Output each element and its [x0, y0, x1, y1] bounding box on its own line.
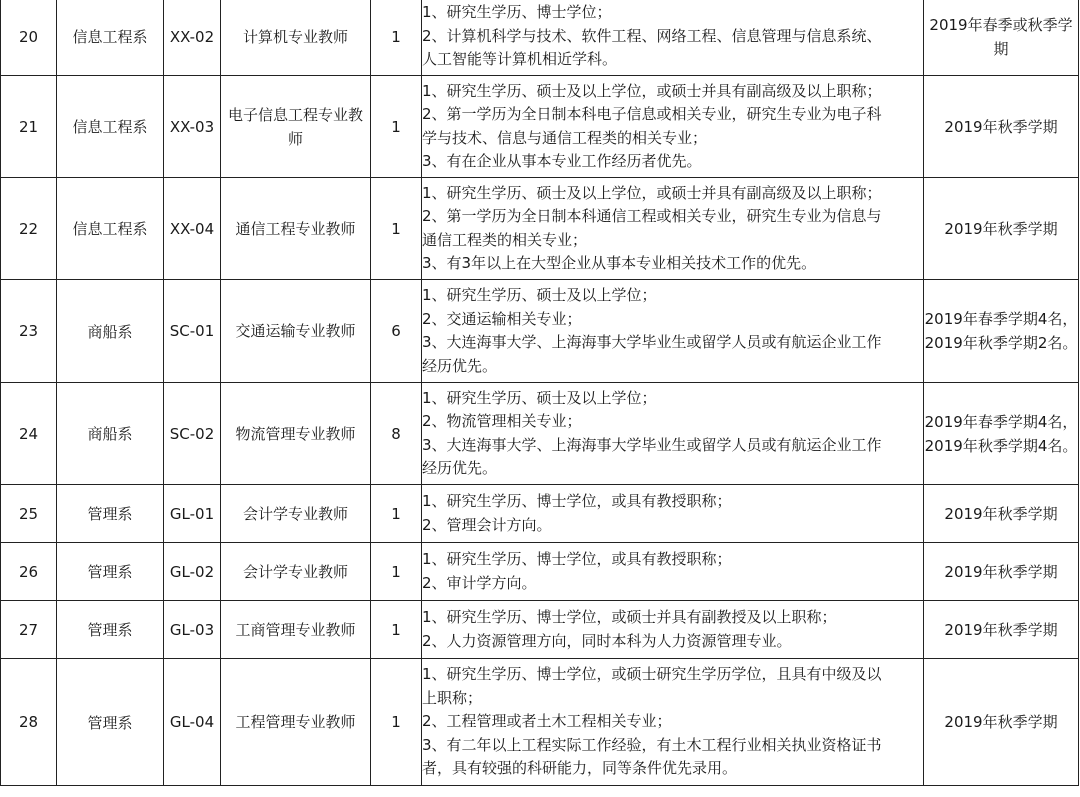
requirement-line: 经历优先。 [422, 356, 498, 375]
requirement-line: 3、有3年以上在大型企业从事本专业相关技术工作的优先。 [422, 254, 817, 272]
requirement-line: 2、计算机科学与技术、软件工程、网络工程、信息管理与信息系统、 [422, 26, 882, 45]
position-title-cell: 交通运输专业教师 [221, 280, 371, 383]
table-row [1, 0, 1079, 76]
start-term-cell: 2019年秋季学期 [924, 76, 1079, 178]
position-code-cell: SC-01 [164, 280, 221, 383]
table-row [1, 178, 1079, 280]
headcount-cell: 1 [371, 76, 422, 178]
start-term-cell: 2019年秋季学期 [924, 178, 1079, 280]
department-cell: 商船系 [57, 383, 164, 485]
requirement-line: 1、研究生学历、博士学位； [422, 3, 612, 22]
headcount-cell: 1 [371, 543, 422, 601]
table-body [1, 0, 1079, 786]
row-index: 26 [1, 543, 57, 601]
requirement-line: 学与技术、信息与通信工程类的相关专业； [422, 128, 708, 147]
position-code-cell: SC-02 [164, 383, 221, 485]
start-term-cell: 2019年秋季学期 [924, 601, 1079, 659]
requirement-line: 1、研究生学历、博士学位，或硕士研究生学历学位，且具有中级及以 [422, 665, 882, 684]
headcount-cell: 1 [371, 178, 422, 280]
department-cell: 商船系 [57, 280, 164, 383]
position-title-cell: 会计学专业教师 [221, 543, 371, 601]
row-index: 27 [1, 601, 57, 659]
start-term-cell: 2019年春季学期4名，2019年秋季学期4名。 [924, 383, 1079, 485]
start-term-cell: 2019年春季学期4名，2019年秋季学期2名。 [924, 280, 1079, 383]
department-cell: 管理系 [57, 659, 164, 786]
requirement-line: 者，具有较强的科研能力，同等条件优先录用。 [422, 759, 738, 778]
requirement-line: 通信工程类的相关专业； [422, 230, 588, 249]
position-title-cell: 物流管理专业教师 [221, 383, 371, 485]
department-cell: 信息工程系 [57, 0, 164, 76]
requirement-line: 2、物流管理相关专业； [422, 412, 582, 430]
row-index: 20 [1, 0, 57, 76]
requirement-line: 经历优先。 [422, 459, 498, 477]
position-code-cell: XX-03 [164, 76, 221, 178]
position-code-cell: GL-02 [164, 543, 221, 601]
requirement-line: 3、大连海事大学、上海海事大学毕业生或留学人员或有航运企业工作 [422, 435, 882, 454]
table-row [1, 76, 1079, 178]
requirement-line: 2、人力资源管理方向，同时本科为人力资源管理专业。 [422, 631, 792, 650]
start-term-cell: 2019年春季或秋季学期 [924, 0, 1079, 76]
headcount-cell: 8 [371, 383, 422, 485]
department-cell: 管理系 [57, 601, 164, 659]
requirements-cell [422, 383, 924, 485]
row-index: 25 [1, 485, 57, 543]
department-cell: 管理系 [57, 543, 164, 601]
row-index: 28 [1, 659, 57, 786]
table-row [1, 485, 1079, 543]
requirements-cell [422, 280, 924, 383]
requirement-line: 3、大连海事大学、上海海事大学毕业生或留学人员或有航运企业工作 [422, 333, 882, 351]
headcount-cell: 1 [371, 0, 422, 76]
department-cell: 管理系 [57, 485, 164, 543]
table-row [1, 601, 1079, 659]
requirement-line: 1、研究生学历、博士学位，或具有教授职称； [422, 492, 732, 510]
requirement-line: 1、研究生学历、博士学位，或具有教授职称； [422, 550, 732, 568]
requirement-line: 1、研究生学历、硕士及以上学位，或硕士并具有副高级及以上职称； [422, 81, 882, 100]
requirement-line: 3、有在企业从事本专业工作经历者优先。 [422, 152, 702, 170]
table-row [1, 280, 1079, 383]
requirement-line: 1、研究生学历、硕士及以上学位； [422, 286, 657, 304]
position-code-cell: GL-03 [164, 601, 221, 659]
requirements-cell [422, 601, 924, 659]
position-code-cell: XX-04 [164, 178, 221, 280]
position-code-cell: XX-02 [164, 0, 221, 76]
row-index: 22 [1, 178, 57, 280]
position-title-cell: 工程管理专业教师 [221, 659, 371, 786]
position-title-cell: 通信工程专业教师 [221, 178, 371, 280]
requirements-cell [422, 543, 924, 601]
requirement-line: 1、研究生学历、硕士及以上学位； [422, 388, 657, 407]
row-index: 24 [1, 383, 57, 485]
position-title-cell: 工商管理专业教师 [221, 601, 371, 659]
requirement-line: 2、交通运输相关专业； [422, 309, 582, 328]
requirement-line: 3、有二年以上工程实际工作经验，有土木工程行业相关执业资格证书 [422, 735, 882, 754]
requirements-cell [422, 0, 924, 76]
row-index: 23 [1, 280, 57, 383]
position-title-cell: 计算机专业教师 [221, 0, 371, 76]
position-code-cell: GL-04 [164, 659, 221, 786]
table-row [1, 543, 1079, 601]
requirements-cell [422, 659, 924, 786]
start-term-cell: 2019年秋季学期 [924, 485, 1079, 543]
requirements-cell [422, 485, 924, 543]
headcount-cell: 1 [371, 485, 422, 543]
position-title-cell: 会计学专业教师 [221, 485, 371, 543]
requirement-line: 2、第一学历为全日制本科电子信息或相关专业，研究生专业为电子科 [422, 105, 882, 123]
requirement-line: 上职称； [422, 688, 483, 707]
requirement-line: 人工智能等计算机相近学科。 [422, 50, 618, 69]
requirement-line: 2、管理会计方向。 [422, 515, 552, 534]
department-cell: 信息工程系 [57, 178, 164, 280]
requirement-line: 2、第一学历为全日制本科通信工程或相关专业，研究生专业为信息与 [422, 207, 882, 225]
table-row [1, 383, 1079, 485]
requirements-cell [422, 178, 924, 280]
requirement-line: 1、研究生学历、硕士及以上学位，或硕士并具有副高级及以上职称； [422, 183, 882, 202]
row-index: 21 [1, 76, 57, 178]
start-term-cell: 2019年秋季学期 [924, 659, 1079, 786]
position-code-cell: GL-01 [164, 485, 221, 543]
headcount-cell: 1 [371, 659, 422, 786]
table-row [1, 659, 1079, 786]
requirements-cell [422, 76, 924, 178]
requirement-line: 2、审计学方向。 [422, 573, 537, 592]
requirement-line: 1、研究生学历、博士学位，或硕士并具有副教授及以上职称； [422, 608, 837, 626]
department-cell: 信息工程系 [57, 76, 164, 178]
headcount-cell: 1 [371, 601, 422, 659]
headcount-cell: 6 [371, 280, 422, 383]
position-title-cell: 电子信息工程专业教师 [221, 76, 371, 178]
start-term-cell: 2019年秋季学期 [924, 543, 1079, 601]
requirement-line: 2、工程管理或者土木工程相关专业； [422, 712, 672, 731]
